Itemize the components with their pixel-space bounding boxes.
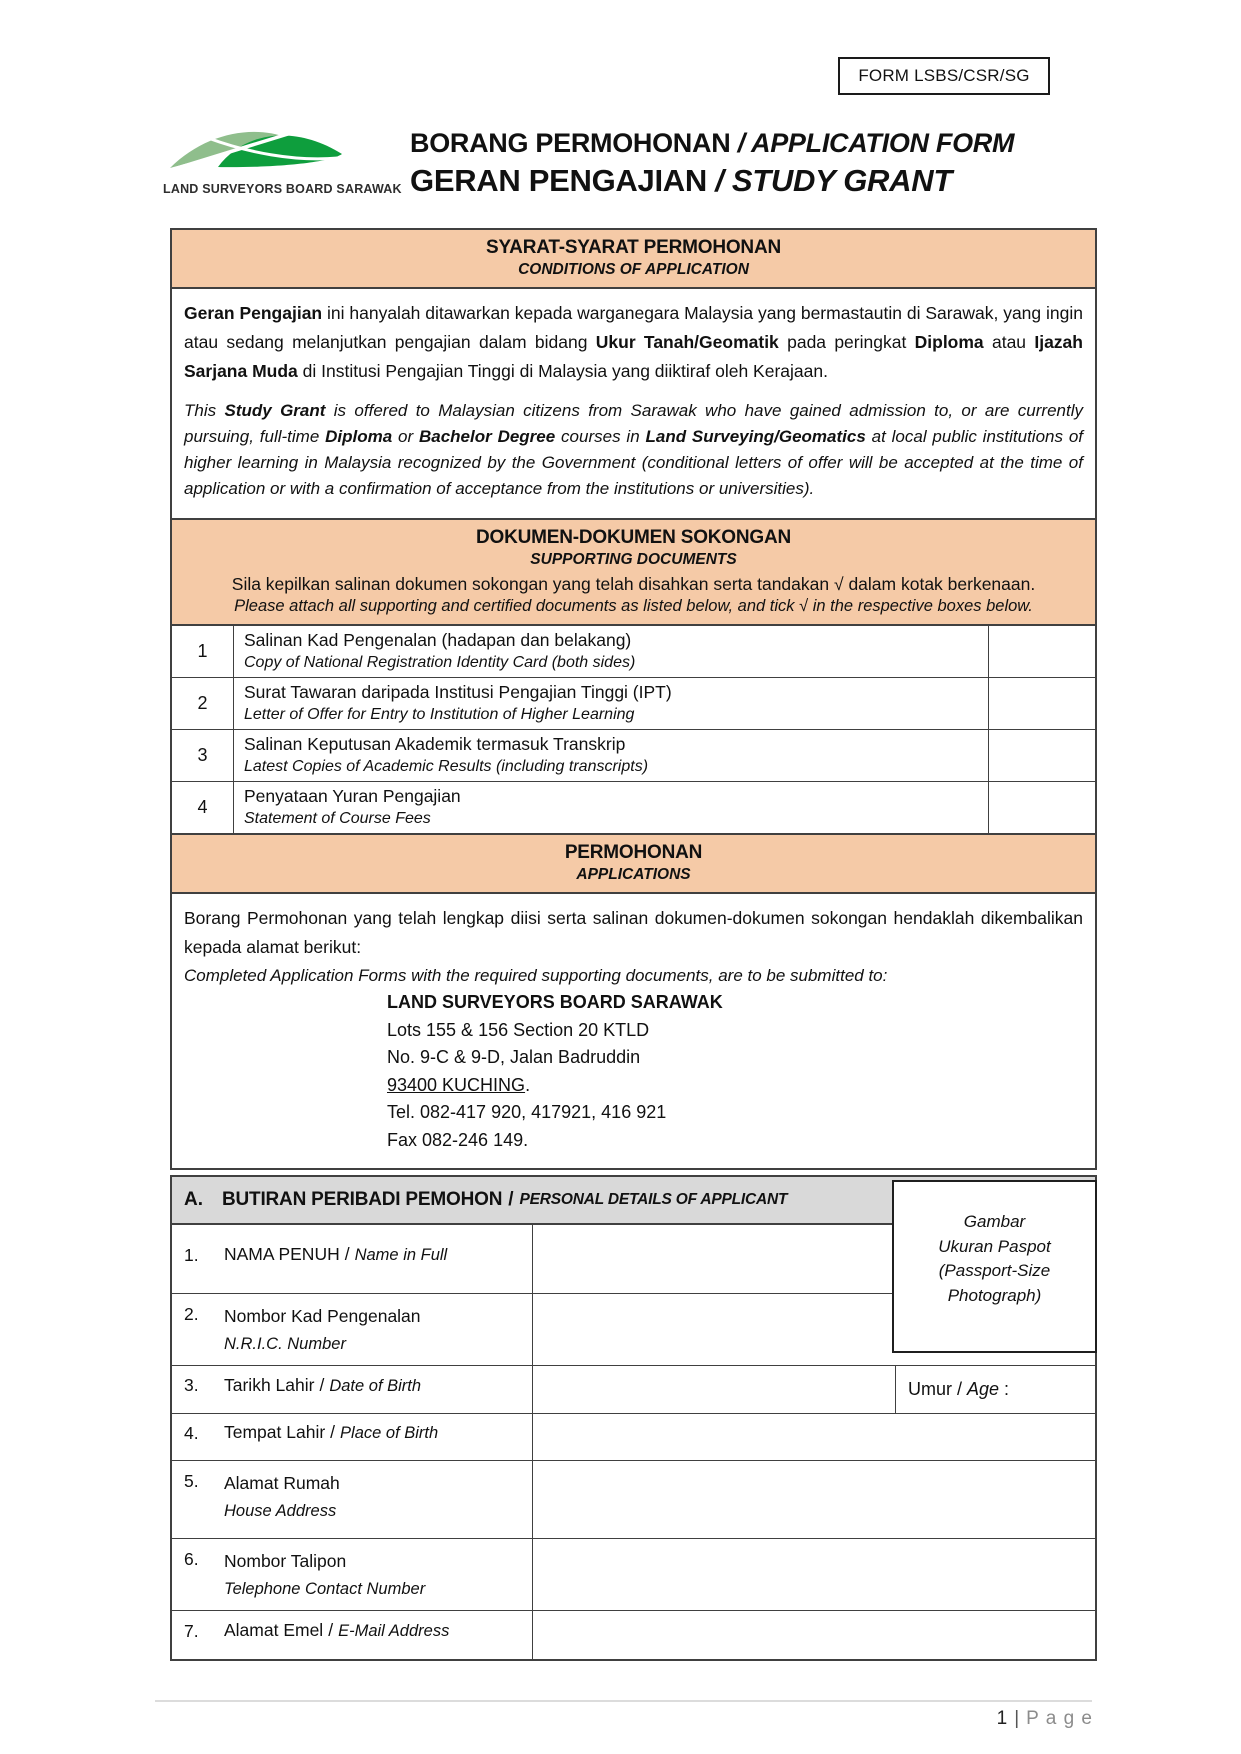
- document-row-1: [172, 626, 1095, 677]
- address-line-2: No. 9-C & 9-D, Jalan Badruddin: [387, 1047, 641, 1067]
- label-ms: Alamat Rumah: [224, 1473, 340, 1493]
- label-ms: Nombor Talipon: [224, 1551, 347, 1571]
- label-ms: Tempat Lahir: [224, 1422, 326, 1442]
- field-place-of-birth[interactable]: [533, 1414, 1095, 1460]
- label-email-address: [172, 1611, 533, 1659]
- document-number: 3: [172, 730, 234, 781]
- address-period: .: [525, 1074, 531, 1095]
- photo-box-line: Photograph): [947, 1285, 1042, 1305]
- photo-box-line: Ukuran Paspot: [938, 1236, 1051, 1256]
- conditions-header: [172, 230, 1095, 287]
- document-number: 1: [172, 626, 234, 677]
- document-description: [234, 782, 989, 833]
- documents-instruction-en: Please attach all supporting and certified documents as listed below, and tick √ in the respective boxes below.: [234, 597, 1033, 615]
- applications-header: [172, 833, 1095, 892]
- row-number: 3.: [184, 1375, 199, 1395]
- label-en: Name in Full: [354, 1246, 448, 1264]
- age-colon: :: [1004, 1379, 1010, 1399]
- applications-paragraph-ms: Borang Permohonan yang telah lengkap diisi serta salinan dokumen-dokumen sokongan hendaklah dikembalikan kepada alamat berikut:: [184, 908, 1083, 957]
- page-number-bar: |: [1014, 1708, 1021, 1729]
- row-number: 7.: [184, 1620, 199, 1641]
- section-a-personal-details: [170, 1175, 1097, 1661]
- tick-box-4[interactable]: [989, 782, 1095, 833]
- title-en-2: STUDY GRANT: [731, 163, 952, 198]
- section-a-title-en: PERSONAL DETAILS OF APPLICANT: [519, 1191, 788, 1208]
- label-full-name: [172, 1225, 533, 1293]
- row-house-address: [172, 1460, 1095, 1538]
- title-ms-2: GERAN PENGAJIAN: [410, 163, 707, 198]
- conditions-and-documents-box: [170, 228, 1097, 1170]
- page-number-value: 1: [996, 1708, 1009, 1729]
- organization-logo: [163, 118, 402, 196]
- applications-header-en: APPLICATIONS: [576, 866, 691, 883]
- slash: /: [328, 1620, 334, 1640]
- document-description: [234, 730, 989, 781]
- address-city: 93400 KUCHING: [387, 1074, 526, 1095]
- tick-box-3[interactable]: [989, 730, 1095, 781]
- conditions-paragraph-ms: Geran Pengajian ini hanyalah ditawarkan kepada warganegara Malaysia yang bermastautin di Sarawak, yang ingin atau sedang melanjutkan pengajian dalam bidang Ukur Tanah/Geomatik pada peringkat Diploma atau Ijazah Sarjana Muda di Institusi Pengajian Tinggi di Malaysia yang diiktiraf oleh Kerajaan.: [184, 303, 1083, 381]
- field-telephone-number[interactable]: [533, 1539, 1095, 1610]
- label-place-of-birth: [172, 1414, 533, 1460]
- age-label-ms: Umur: [908, 1379, 952, 1399]
- photo-box-line: Gambar: [963, 1212, 1026, 1231]
- documents-instruction-ms: Sila kepilkan salinan dokumen sokongan yang telah disahkan serta tandakan √ dalam kotak berkenaan.: [231, 574, 1036, 594]
- label-telephone-number: [172, 1539, 533, 1610]
- slash: /: [715, 163, 724, 198]
- section-a-letter: A.: [184, 1189, 203, 1210]
- form-code-box: FORM LSBS/CSR/SG: [838, 57, 1050, 95]
- row-number: 5.: [184, 1471, 199, 1491]
- documents-header: [172, 518, 1095, 624]
- slash: /: [508, 1189, 514, 1210]
- label-en: N.R.I.C. Number: [224, 1335, 346, 1353]
- label-nric-number: [172, 1294, 533, 1365]
- document-number: 4: [172, 782, 234, 833]
- tick-box-2[interactable]: [989, 678, 1095, 729]
- label-ms: NAMA PENUH: [224, 1244, 340, 1264]
- form-title-line2: [410, 163, 1014, 199]
- passport-photo-box[interactable]: [892, 1180, 1097, 1353]
- document-description: [234, 678, 989, 729]
- label-en: Date of Birth: [329, 1376, 422, 1395]
- conditions-body: [172, 287, 1095, 518]
- document-description-en: Copy of National Registration Identity Card (both sides): [244, 654, 636, 671]
- row-date-of-birth: [172, 1365, 1095, 1413]
- address-org-name: LAND SURVEYORS BOARD SARAWAK: [387, 992, 723, 1012]
- title-en-1: APPLICATION FORM: [751, 128, 1015, 158]
- slash: /: [330, 1422, 336, 1442]
- field-date-of-birth[interactable]: [533, 1366, 895, 1413]
- label-ms: Tarikh Lahir: [224, 1374, 315, 1395]
- row-number: 1.: [184, 1244, 199, 1265]
- slash: /: [319, 1374, 325, 1395]
- form-title-line1: [410, 128, 1014, 159]
- applications-paragraph-en: Completed Application Forms with the required supporting documents, are to be submitted to:: [184, 966, 888, 985]
- label-ms: Alamat Emel: [224, 1620, 324, 1640]
- label-en: Telephone Contact Number: [224, 1580, 426, 1598]
- slash: /: [344, 1244, 350, 1264]
- slash: /: [957, 1379, 963, 1399]
- row-number: 6.: [184, 1549, 199, 1569]
- applications-body: [172, 892, 1095, 1168]
- document-row-3: [172, 729, 1095, 781]
- conditions-header-ms: SYARAT-SYARAT PERMOHONAN: [485, 237, 782, 258]
- documents-header-en: SUPPORTING DOCUMENTS: [530, 551, 737, 568]
- row-number: 2.: [184, 1304, 199, 1324]
- tick-box-1[interactable]: [989, 626, 1095, 677]
- field-house-address[interactable]: [533, 1461, 1095, 1538]
- slash: /: [737, 128, 745, 158]
- document-description-en: Latest Copies of Academic Results (including transcripts): [244, 758, 649, 775]
- document-number: 2: [172, 678, 234, 729]
- page-number: [997, 1708, 1093, 1730]
- title-ms-1: BORANG PERMOHONAN: [410, 128, 731, 158]
- document-description-ms: Salinan Keputusan Akademik termasuk Transkrip: [244, 734, 626, 754]
- row-number: 4.: [184, 1422, 199, 1443]
- document-description-ms: Penyataan Yuran Pengajian: [244, 786, 461, 806]
- field-email-address[interactable]: [533, 1611, 1095, 1659]
- photo-box-line: (Passport-Size: [938, 1261, 1051, 1280]
- documents-header-ms: DOKUMEN-DOKUMEN SOKONGAN: [475, 527, 792, 548]
- row-telephone-number: [172, 1538, 1095, 1610]
- document-row-2: [172, 677, 1095, 729]
- row-place-of-birth: [172, 1413, 1095, 1460]
- submission-address: [387, 989, 1083, 1154]
- logo-leaf-icon: [166, 118, 346, 180]
- label-en: E-Mail Address: [338, 1622, 450, 1640]
- form-title: [410, 128, 1014, 199]
- field-age[interactable]: [895, 1366, 1095, 1413]
- label-house-address: [172, 1461, 533, 1538]
- label-en: Place of Birth: [340, 1424, 439, 1442]
- address-fax: Fax 082-246 149.: [387, 1129, 529, 1150]
- document-description-en: Statement of Course Fees: [244, 810, 431, 827]
- label-en: House Address: [224, 1502, 337, 1520]
- documents-table: [172, 624, 1095, 833]
- section-a-title-ms: BUTIRAN PERIBADI PEMOHON: [222, 1189, 503, 1210]
- address-line-1: Lots 155 & 156 Section 20 KTLD: [387, 1019, 650, 1040]
- document-description-ms: Surat Tawaran daripada Institusi Pengajian Tinggi (IPT): [244, 682, 672, 702]
- document-row-4: [172, 781, 1095, 833]
- conditions-header-en: CONDITIONS OF APPLICATION: [518, 261, 749, 278]
- age-label-en: Age: [967, 1379, 1000, 1399]
- applications-header-ms: PERMOHONAN: [564, 842, 703, 863]
- label-date-of-birth: [172, 1366, 533, 1413]
- document-description-en: Letter of Offer for Entry to Institution of Higher Learning: [244, 706, 635, 723]
- footer-divider: [155, 1700, 1092, 1702]
- logo-caption: LAND SURVEYORS BOARD SARAWAK: [163, 182, 402, 196]
- address-line-3: [387, 1072, 1083, 1100]
- address-telephone: Tel. 082-417 920, 417921, 416 921: [387, 1102, 667, 1122]
- page-number-label: P a g e: [1026, 1708, 1093, 1729]
- row-email-address: [172, 1610, 1095, 1659]
- document-description: [234, 626, 989, 677]
- conditions-paragraph-en: This Study Grant is offered to Malaysian citizens from Sarawak who have gained admission to, or are currently pursuing, full-time Diploma or Bachelor Degree courses in Land Surveying/Geomatics at local public institutions of higher learning in Malaysia recognized by the Government (conditional letters of offer will be accepted at the time of application or with a confirmation of acceptance from the institutions or universities).: [184, 401, 1084, 498]
- label-ms: Nombor Kad Pengenalan: [224, 1306, 421, 1326]
- document-description-ms: Salinan Kad Pengenalan (hadapan dan belakang): [244, 630, 632, 650]
